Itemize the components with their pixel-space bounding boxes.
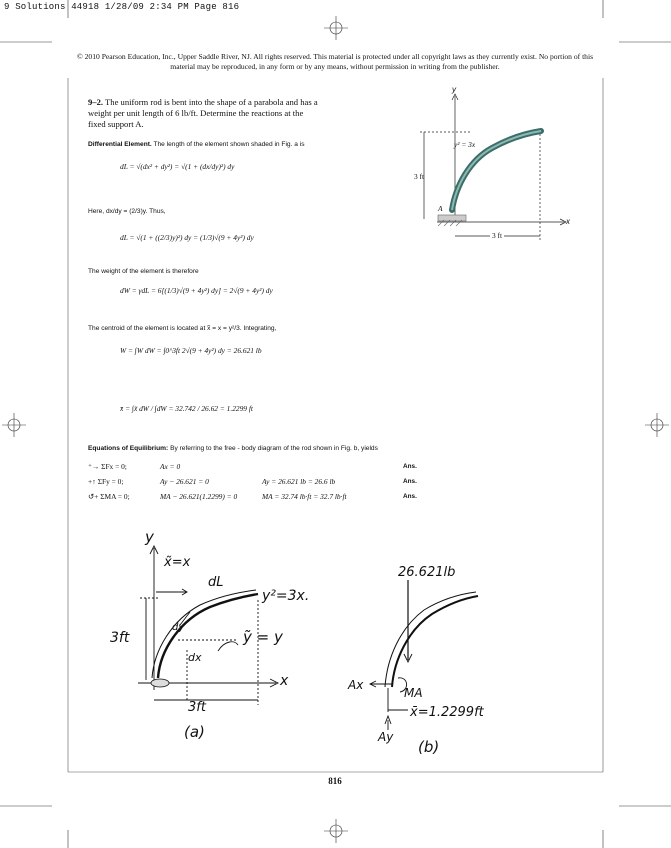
sketch-a-xtilde: x̃=x [164,555,191,570]
eqm-row-3-lhs: ↺+ ΣMA = 0; [88,492,130,501]
eqm-row-3-mid: MA − 26.621(1.2299) = 0 [160,492,238,501]
problem-number: 9–2. [88,97,104,107]
sketch-a-width: 3ft [188,700,206,715]
fig-support-label: A [438,204,443,213]
sketch-a-dy: dy [172,622,185,633]
equation-dL-sub: dL = √(1 + ((2/3)y)²) dy = (1/3)√(9 + 4y²) dy [120,233,254,242]
sketch-b-force: 26.621lb [398,565,456,580]
eqm-row-2-lhs: +↑ ΣFy = 0; [88,477,124,486]
fig-width-label: 3 ft [492,231,503,240]
fig-y-label: y [452,85,456,94]
copyright-notice: © 2010 Pearson Education, Inc., Upper Saddle River, NJ. All rights reserved. This material is protected under all copyright laws as they currently exist. No portion of this material may be reproduced, in any form or by any means, without permission in writing from the publisher. [76,52,594,71]
fig-curve-label: y² = 3x [454,140,476,149]
eqm-row-2-ans: Ans. [403,478,417,485]
equilibrium-title: Equations of Equilibrium: [88,445,169,452]
sketch-b-MA: MA [404,686,423,700]
eqm-row-3-right: MA = 32.74 lb·ft = 32.7 lb·ft [262,492,347,501]
here-text: Here, dx/dy = (2/3)y. Thus, [88,208,166,215]
equation-xbar: x̄ = ∫x̃ dW / ∫dW = 32.742 / 26.62 = 1.2299 ft [120,404,253,413]
diff-element-title: Differential Element. [88,141,152,148]
problem-text: The uniform rod is bent into the shape of a parabola and has a weight per unit length of 6 lb/ft. Determine the reactions at the fixed support A. [88,97,318,129]
centroid-text: The centroid of the element is located at x̃ = x = y²/3. Integrating, [88,325,277,332]
page-number: 816 [328,776,342,786]
sketch-a-y-label: y [145,528,154,546]
equation-dW: dW = γdL = 6[(1/3)√(9 + 4y²) dy] = 2√(9 + 4y²) dy [120,286,273,295]
sketch-a-caption: (a) [184,723,205,741]
sketch-b-Ay: Ay [378,730,394,744]
equation-W: W = ∫W dW = ∫0^3ft 2√(9 + 4y²) dy = 26.621 lb [120,346,262,355]
equilibrium-text: By referring to the free - body diagram of the rod shown in Fig. b, yields [170,445,378,452]
equation-dL: dL = √(dx² + dy²) = √(1 + (dx/dy)²) dy [120,162,235,171]
fig-x-label: x [566,217,570,226]
fig-height-label: 3 ft [414,172,425,181]
eqm-row-1-ans: Ans. [403,463,417,470]
eqm-row-3-ans: Ans. [403,493,417,500]
sketch-a-curve: y²=3x. [262,588,310,604]
sketch-a-height: 3ft [110,630,130,646]
eqm-row-1-mid: Ax = 0 [160,462,181,471]
sketch-a-x-label: x [280,673,289,689]
sketch-a-dL: dL [208,575,224,590]
sketch-b-xbar: x̄=1.2299ft [410,705,484,720]
sketch-a-ytilde: ỹ = y [243,628,283,646]
file-slug: 9 Solutions 44918 1/28/09 2:34 PM Page 816 [4,2,240,12]
eqm-row-2-right: Ay = 26.621 lb = 26.6 lb [262,477,336,486]
sketch-b-caption: (b) [418,738,440,756]
sketch-a-dx: dx [188,651,202,664]
eqm-row-2-mid: Ay − 26.621 = 0 [160,477,209,486]
sketch-b-Ax: Ax [348,678,364,692]
weight-text: The weight of the element is therefore [88,268,199,275]
diff-element-text: The length of the element shown shaded in Fig. a is [153,141,305,148]
eqm-row-1-lhs: ⁺→ ΣFx = 0; [88,462,127,471]
